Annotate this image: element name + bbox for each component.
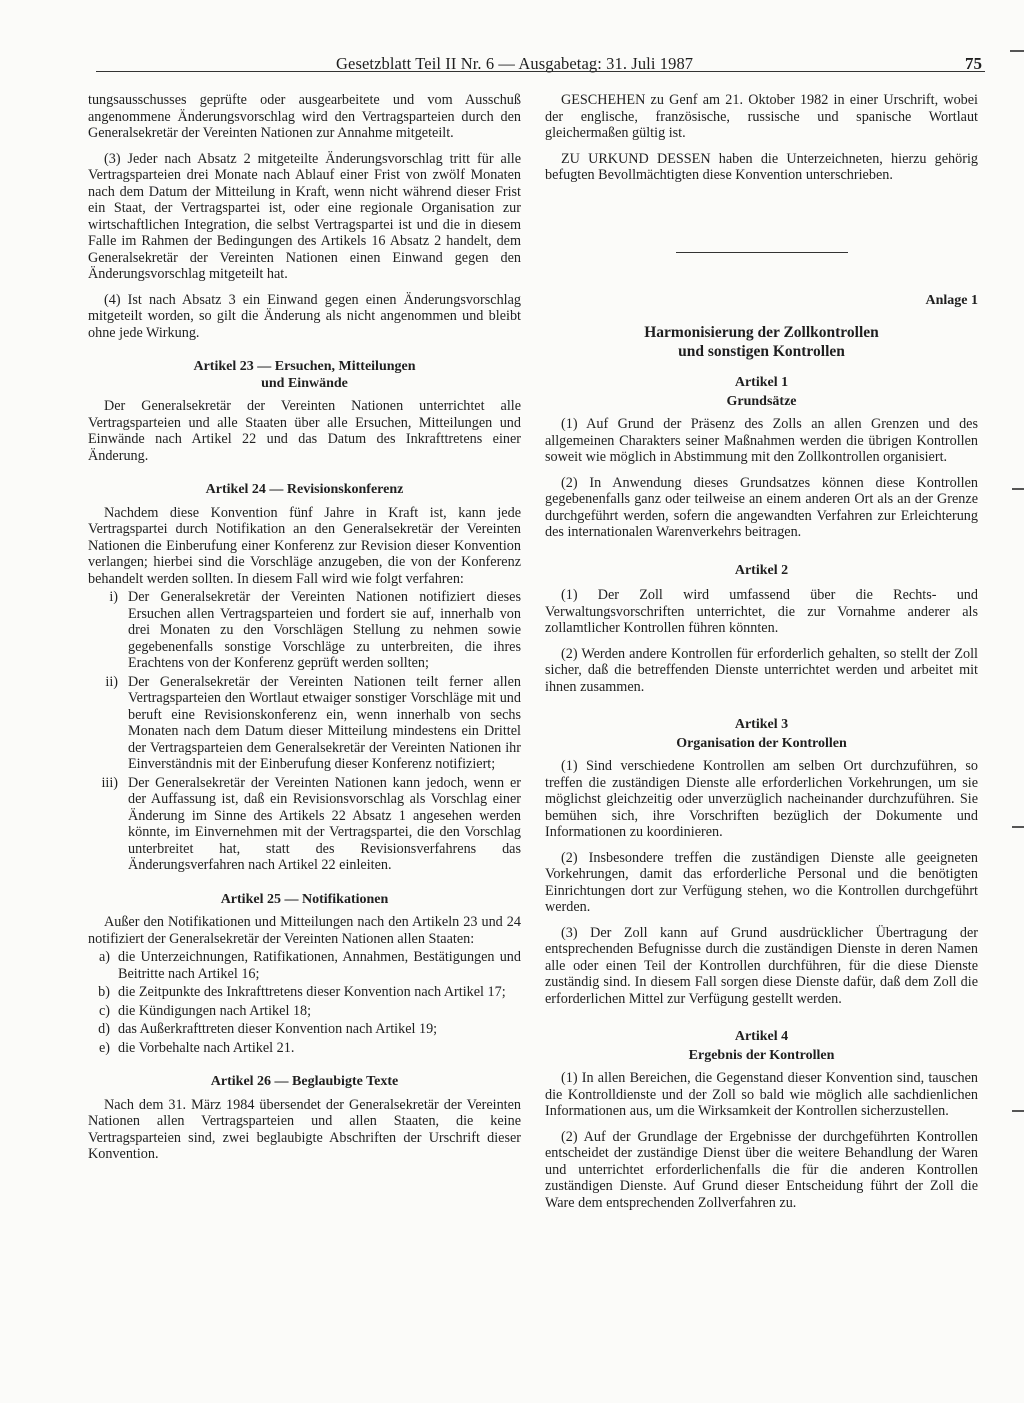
list-marker: c) [98,1002,110,1019]
paragraph: Nach dem 31. März 1984 übersendet der Generalsekretär der Vereinten Nationen allen Vertragsparteien und allen Staaten, die keine Vertragsparteien sind, zwei beglaubigte Abschriften der Urschrift dieser Konvention. [88,1096,521,1162]
list-marker: d) [98,1021,110,1037]
list-marker: e) [98,1039,110,1056]
paragraph: (3) Der Zoll kann auf Grund ausdrücklicher Übertragung der entsprechenden Befugnisse durch die zuständigen Dienste in deren Namen alle oder einen Teil der Kontrollen durchführen, für die diese Dienste zuständig sind. In diesem Fall sorgen diese Dienste dafür, daß dem Zoll die erforderlichen Mittel zur Verfügung gestellt werden. [545,924,978,1007]
list-item [88,984,521,1001]
paragraph: tungsausschusses geprüfte oder ausgearbeitete und vom Ausschuß angenommene Änderungsvorschlag wird den Vertragsparteien durch den Generalsekretär der Vereinten Nationen zur Annahme mitgeteilt. [88,92,521,141]
paragraph: (1) Sind verschiedene Kontrollen am selben Ort durchzuführen, so treffen die zuständigen Dienste alle erforderlichen Vorkehrungen, um sie möglichst gleichzeitig oder unverzüglich nacheinander durchzuführen. Sie bemühen sich, ihre Vorschriften bezüglich der Dokumente und Informationen zu koordinieren. [545,758,978,840]
article-4-number: Artikel 4 [734,1029,789,1044]
paragraph: (4) Ist nach Absatz 3 ein Einwand gegen einen Änderungsvorschlag mitgeteilt worden, so gilt die Änderung als nicht angenommen und bleibt ohne jede Wirkung. [88,291,521,341]
paragraph: Nachdem diese Konvention fünf Jahre in Kraft ist, kann jede Vertragspartei durch Notifikation an den Generalsekretär der Vereinten Nationen die Einberufung einer Konferenz zur Revision dieser Konvention verlangen; hierbei sind die Vorschläge anzugeben, die von der Konferenz behandelt werden sollten. In diesem Fall wird wie folgt verfahren: [88,504,521,587]
margin-mark [1012,488,1024,490]
article-heading-line: Artikel 23 — Ersuchen, Mitteilungen [193,359,416,374]
article-1-title: Grundsätze [726,393,797,409]
article-heading-line: und Einwände [261,375,348,391]
annex-title-line: und sonstigen Kontrollen [678,343,845,360]
header-title: Gesetzblatt Teil II Nr. 6 — Ausgabetag: 31. Juli 1987 [336,54,694,73]
annex-title-line: Harmonisierung der Zollkontrollen [644,324,879,341]
article-3-title: Organisation der Kontrollen [676,735,847,751]
paragraph: (1) Der Zoll wird umfassend über die Rechts- und Verwaltungsvorschriften unterrichtet, die zur Vornahme anderer als zollamtlicher Kontrollen führen könnten. [545,587,978,636]
list-item [88,1003,521,1020]
paragraph: (1) Auf Grund der Präsenz des Zolls an allen Grenzen und des allgemeinen Charakters seiner Maßnahmen werden die übrigen Kontrollen soweit wie möglich in Abstimmung mit den Zollkontrollen organisiert. [545,416,978,465]
list-marker: b) [98,984,110,1000]
margin-mark [1010,50,1024,52]
paragraph: (1) In allen Bereichen, die Gegenstand dieser Konvention sind, tauschen die Kontrolldienste und der Zoll so bald wie möglich alle sachdienlichen Informationen aus, um die Wirksamkeit der Kontrollen sicherzustellen. [545,1070,978,1119]
article-4-title: Ergebnis der Kontrollen [688,1047,835,1063]
article-25-heading: Artikel 25 — Notifikationen [220,891,389,907]
list-text: Der Generalsekretär der Vereinten Nationen teilt ferner allen Vertragsparteien den Wortlaut etwaiger sonstiger Vorschläge mit und beruft eine Revisionskonferenz ein, wenn innerhalb von sechs Monaten nach dem Datum dieser Mitteilung mindestens ein Drittel der Vertragsparteien dem Generalsekretär der Vereinten Nationen ihr Einverständnis mit der Einberufung dieser Konferenz notifiziert; [128,673,521,772]
list-item [88,1021,521,1038]
list-text: die Zeitpunkte des Inkrafttretens dieser Konvention nach Artikel 17; [118,984,506,1000]
paragraph: (2) Insbesondere treffen die zuständigen Dienste alle geeigneten Vorkehrungen, damit das erforderliche Personal und die benötigten Einrichtungen dort zur Verfügung stehen, wo die Kontrollen durchgeführt werden. [545,849,978,915]
paragraph: (2) Werden andere Kontrollen für erforderlich gehalten, so stellt der Zoll sicher, daß die betreffenden Dienste unterrichtet werden und arbeitet mit ihnen zusammen. [545,645,978,695]
margin-mark [1012,826,1024,828]
margin-mark [1012,1110,1024,1112]
list-item [88,949,521,982]
paragraph: Außer den Notifikationen und Mitteilungen nach den Artikeln 23 und 24 notifiziert der Generalsekretär der Vereinten Nationen allen Staaten: [88,914,521,947]
right-column [545,92,978,1220]
list-marker: a) [98,949,110,965]
article-2-number: Artikel 2 [734,562,789,578]
paragraph: ZU URKUND DESSEN haben die Unterzeichneten, hierzu gehörig befugten Bevollmächtigten diese Konvention unterschrieben. [545,150,978,183]
list-text: die Unterzeichnungen, Ratifikationen, Annahmen, Bestätigungen und Beitritte nach Artikel 16; [118,949,521,982]
article-1-number: Artikel 1 [734,375,789,390]
paragraph: Der Generalsekretär der Vereinten Nationen unterrichtet alle Vertragsparteien und alle Staaten über alle Ersuchen, Mitteilungen und Einwände nach Artikel 22 und das Datum des Inkrafttretens einer Änderung. [88,398,521,464]
list-marker: ii) [105,673,118,690]
list-text: die Vorbehalte nach Artikel 21. [118,1039,295,1056]
list-marker: iii) [101,774,118,791]
annex-title [545,323,978,361]
page-number: 75 [965,54,982,73]
left-column [88,92,521,1172]
section-separator [676,252,848,253]
list-text: das Außerkrafttreten dieser Konvention nach Artikel 19; [118,1021,438,1037]
list-item [88,674,521,773]
article-26-heading: Artikel 26 — Beglaubigte Texte [210,1074,399,1089]
paragraph: GESCHEHEN zu Genf am 21. Oktober 1982 in einer Urschrift, wobei der englische, französische, russische und spanische Wortlaut gleichermaßen gültig ist. [545,92,978,141]
paragraph: (2) In Anwendung dieses Grundsatzes können diese Kontrollen gegebenenfalls ganz oder teilweise an einem anderen Ort als an der Grenze durchgeführt werden, sofern die angewandten Verfahren zur Erleichterung des internationalen Warenverkehrs beitragen. [545,474,978,540]
header-rule [96,71,985,72]
list-item [88,775,521,874]
list-item [88,1040,521,1057]
article-3-number: Artikel 3 [734,717,789,732]
article-23-heading [88,359,521,392]
list-text: Der Generalsekretär der Vereinten Nationen notifiziert dieses Ersuchen allen Vertragsparteien und fordert sie auf, innerhalb von drei Monaten zu den Vorschlägen Stellung zu nehmen sowie gegebenenfalls sonstige Vorschläge zu unterbreiten, die ihres Erachtens von der Konferenz geprüft werden sollten; [128,589,521,671]
list-text: Der Generalsekretär der Vereinten Nationen kann jedoch, wenn er der Auffassung ist, daß ein Revisionsvorschlag als Vorschlag einer Änderung im Sinne des Artikels 22 Absatz 1 angesehen werden könnte, im Einvernehmen mit der Vertragspartei, die den Vorschlag unterbreitet hat, statt des Revisionsverfahrens das Änderungsverfahren nach Artikel 22 einleiten. [128,774,521,873]
paragraph: (3) Jeder nach Absatz 2 mitgeteilte Änderungsvorschlag tritt für alle Vertragsparteien drei Monate nach Ablauf einer Frist von zwölf Monaten nach dem Datum der Mitteilung in Kraft, wenn nicht während dieser Frist ein Staat, der Vertragspartei ist, oder eine regionale Organisation zur wirtschaftlichen Integration, die selbst Vertragspartei ist und die in diesem Falle im Rahmen der Bedingungen des Artikels 16 Absatz 2 handelt, dem Generalsekretär der Vereinten Nationen einen Einwand gegen den Änderungsvorschlag mitgeteilt hat. [88,150,521,282]
annex-label: Anlage 1 [925,292,978,308]
article-24-heading: Artikel 24 — Revisionskonferenz [205,482,404,497]
paragraph: (2) Auf der Grundlage der Ergebnisse der durchgeführten Kontrollen entscheidet der zuständige Dienst über die weitere Behandlung der Waren und unterrichtet erforderlichenfalls die für die anderen Kontrollen zuständigen Dienste. Auf Grund dieser Entscheidung führt der Zoll die Ware dem entsprechenden Zollverfahren zu. [545,1128,978,1211]
list-item [88,589,521,672]
list-marker: i) [109,589,118,605]
list-text: die Kündigungen nach Artikel 18; [118,1002,312,1019]
